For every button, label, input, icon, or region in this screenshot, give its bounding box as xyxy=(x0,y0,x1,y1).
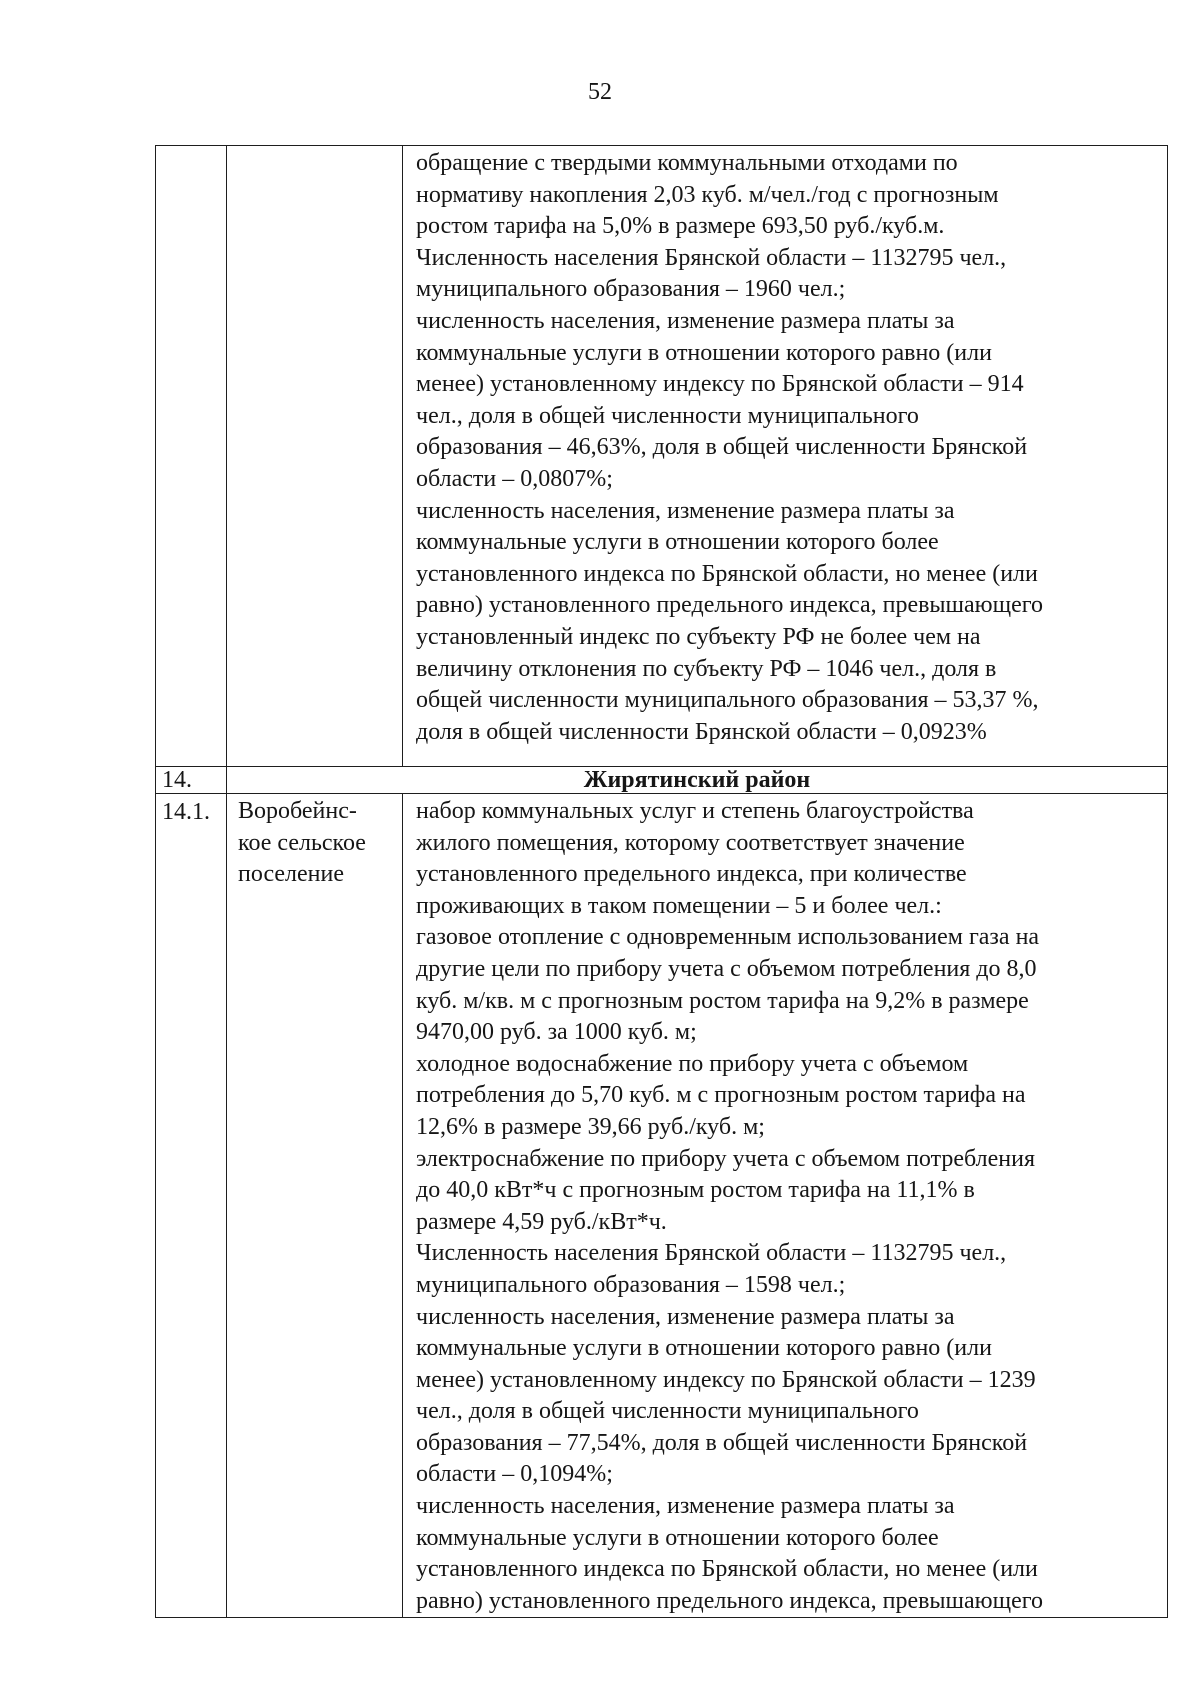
description-line: проживающих в таком помещении – 5 и более чел.: xyxy=(416,892,942,919)
description-line: образования – 46,63%, доля в общей численности Брянской xyxy=(416,434,1028,461)
table-row-settlement xyxy=(156,794,1168,1618)
settlement-name-line: кое сельское xyxy=(238,829,366,856)
description-line: области – 0,1094%; xyxy=(416,1461,613,1488)
description-cell xyxy=(403,794,1168,1618)
settlement-name-line: Воробейнс- xyxy=(238,798,357,824)
description-line: численность населения, изменение размера платы за xyxy=(416,1303,955,1330)
description-line: муниципального образования – 1598 чел.; xyxy=(416,1271,846,1298)
description-line: электроснабжение по прибору учета с объемом потребления xyxy=(416,1145,1035,1172)
description-line: менее) установленному индексу по Брянской области – 1239 xyxy=(416,1366,1036,1393)
description-cell xyxy=(403,146,1168,767)
description-line: Численность населения Брянской области – 1132795 чел., xyxy=(416,1240,1007,1267)
description-line: величину отклонения по субъекту РФ – 1046 чел., доля в xyxy=(416,655,997,682)
description-line: 12,6% в размере 39,66 руб./куб. м; xyxy=(416,1113,765,1140)
description-line: численность населения, изменение размера платы за xyxy=(416,1493,955,1520)
description-line: равно) установленного предельного индекса, превышающего xyxy=(416,592,1043,619)
description-line: численность населения, изменение размера платы за xyxy=(416,497,955,524)
district-name: Жирятинский район xyxy=(227,767,1168,794)
description-line: потребления до 5,70 куб. м с прогнозным ростом тарифа на xyxy=(416,1082,1026,1109)
description-line: обращение с твердыми коммунальными отходами по xyxy=(416,150,958,176)
description-line: коммунальные услуги в отношении которого равно (или xyxy=(416,339,992,366)
description-line: набор коммунальных услуг и степень благоустройства xyxy=(416,798,974,824)
description-line: муниципального образования – 1960 чел.; xyxy=(416,276,846,303)
description-line: области – 0,0807%; xyxy=(416,465,613,492)
description-line: другие цели по прибору учета с объемом потребления до 8,0 xyxy=(416,955,1037,982)
settlement-number: 14.1. xyxy=(156,794,227,1618)
description-line: равно) установленного предельного индекса, превышающего xyxy=(416,1587,1043,1614)
description-line: газовое отопление с одновременным использованием газа на xyxy=(416,924,1040,951)
description-line: общей численности муниципального образования – 53,37 %, xyxy=(416,687,1039,714)
description-line: жилого помещения, которому соответствует значение xyxy=(416,829,965,856)
description-line: куб. м/кв. м с прогнозным ростом тарифа на 9,2% в размере xyxy=(416,987,1029,1014)
description-line: менее) установленному индексу по Брянской области – 914 xyxy=(416,371,1024,398)
description-line: доля в общей численности Брянской области – 0,0923% xyxy=(416,718,987,745)
description-line: установленного индекса по Брянской области, но менее (или xyxy=(416,1556,1038,1583)
description-line: установленного предельного индекса, при количестве xyxy=(416,861,967,888)
description-line: нормативу накопления 2,03 куб. м/чел./год с прогнозным xyxy=(416,181,999,208)
district-number: 14. xyxy=(156,767,227,794)
municipality-name-cell xyxy=(227,146,403,767)
description-line: чел., доля в общей численности муниципального xyxy=(416,1398,919,1425)
description-line: ростом тарифа на 5,0% в размере 693,50 руб./куб.м. xyxy=(416,213,945,240)
description-line: установленного индекса по Брянской области, но менее (или xyxy=(416,560,1038,587)
description-line: коммунальные услуги в отношении которого более xyxy=(416,529,939,556)
table-row-continuation xyxy=(156,146,1168,767)
indices-table xyxy=(155,145,1168,1618)
description-line: установленный индекс по субъекту РФ не более чем на xyxy=(416,623,981,650)
description-line: коммунальные услуги в отношении которого равно (или xyxy=(416,1335,992,1362)
description-line: численность населения, изменение размера платы за xyxy=(416,307,955,334)
description-line: коммунальные услуги в отношении которого более xyxy=(416,1524,939,1551)
settlement-name-line: поселение xyxy=(238,861,345,888)
description-line: 9470,00 руб. за 1000 куб. м; xyxy=(416,1019,697,1046)
description-line: до 40,0 кВт*ч с прогнозным ростом тарифа на 11,1% в xyxy=(416,1177,975,1204)
description-line: чел., доля в общей численности муниципального xyxy=(416,402,919,429)
description-line: образования – 77,54%, доля в общей численности Брянской xyxy=(416,1429,1028,1456)
page-number: 52 xyxy=(588,79,612,105)
description-line: размере 4,59 руб./кВт*ч. xyxy=(416,1208,667,1235)
settlement-name xyxy=(227,794,403,1618)
row-number-cell xyxy=(156,146,227,767)
description-line: холодное водоснабжение по прибору учета с объемом xyxy=(416,1050,969,1077)
table-row-district xyxy=(156,767,1168,794)
description-line: Численность населения Брянской области – 1132795 чел., xyxy=(416,244,1007,271)
